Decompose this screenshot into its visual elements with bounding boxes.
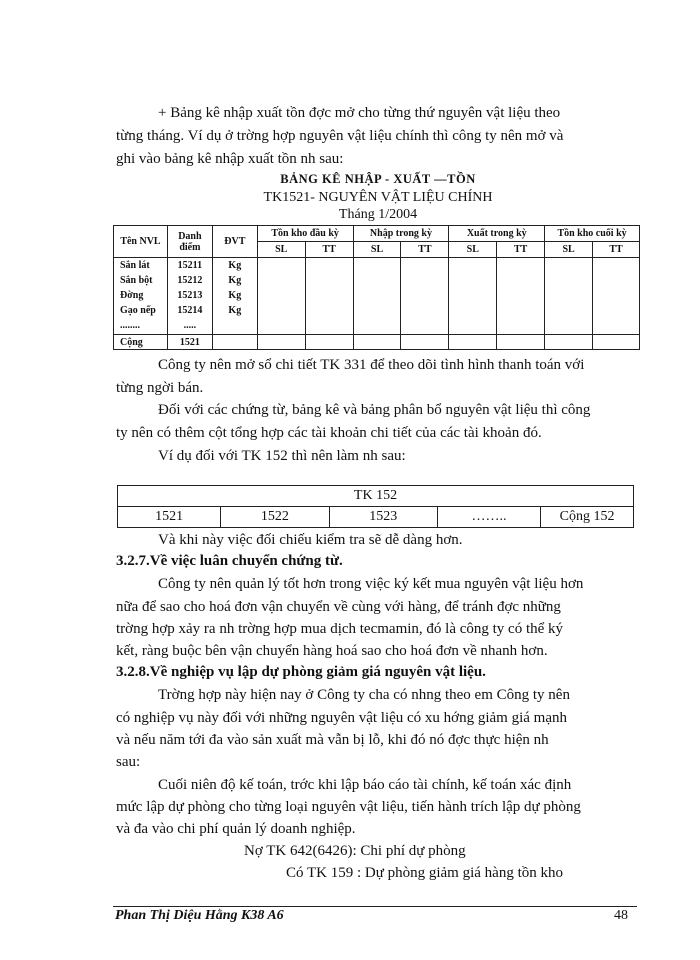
paragraph-line: sau: [116,754,141,770]
material-code: ..... [183,320,197,331]
material-code: 15212 [177,275,203,286]
tk152-cell: Cộng 152 [541,507,634,528]
empty-cell [353,258,401,335]
paragraph-line: có nghiệp vụ này đối với những nguyên vật liệu có xu hớng giảm giá mạnh [116,710,567,726]
total-code: 1521 [167,335,212,350]
header-sl: SL [257,242,305,258]
paragraph-line: Công ty nên mở sổ chi tiết TK 331 để theo dõi tình hình thanh toán với [158,357,585,373]
section-heading: 3.2.7.Về việc luân chuyển chứng từ. [116,553,343,569]
empty-cell [305,258,353,335]
header-ten: Tên NVL [114,226,168,258]
header-tt: TT [497,242,545,258]
journal-entry-credit: Có TK 159 : Dự phòng giảm giá hàng tồn kho [286,865,564,881]
empty-cell [449,335,497,350]
header-danh-diem: Danh điểm [167,226,212,258]
paragraph-line: kết, ràng buộc bên vận chuyển hàng hoá sao cho hoá đơn về nhanh hơn. [116,643,548,659]
paragraph-line: và đa vào chi phí quản lý doanh nghiệp. [116,821,356,837]
header-nhap: Nhập trong kỳ [353,226,449,242]
tk152-cell: 1522 [221,507,329,528]
paragraph-line: Cuối niên độ kế toán, trớc khi lập báo cáo tài chính, kế toán xác định [158,777,572,793]
header-tt: TT [401,242,449,258]
material-code: 15211 [177,260,203,271]
material-name: Sắn lát [120,260,150,271]
total-label: Cộng [114,335,168,350]
paragraph-line: ghi vào bảng kê nhập xuất tồn nh sau: [116,151,344,167]
paragraph-line: mức lập dự phòng cho từng loại nguyên vật liệu, tiến hành trích lập dự phòng [116,799,581,815]
paragraph-line: nữa để sao cho hoá đơn vận chuyển về cùng với hàng, để tránh đợc những [116,599,561,615]
paragraph-line: + Bảng kê nhập xuất tồn đợc mở cho từng thứ nguyên vật liệu theo [158,105,561,121]
material-names-cell [114,258,168,335]
header-tt: TT [593,242,640,258]
header-sl: SL [449,242,497,258]
empty-cell [497,258,545,335]
paragraph-line: Trờng hợp này hiện nay ở Công ty cha có nhng theo em Công ty nên [158,687,570,703]
journal-entry-debit: Nợ TK 642(6426): Chi phí dự phòng [244,843,466,859]
page-number: 48 [614,908,628,923]
paragraph-line: và nếu năm tới đa vào sản xuất mà vẫn bị lỗ, khi đó nó đợc thực hiện nh [116,732,549,748]
tk152-table [117,485,634,528]
table-month: Tháng 1/2004 [338,207,418,222]
empty-cell [212,335,257,350]
material-unit: Kg [228,260,242,271]
empty-cell [593,258,640,335]
paragraph-line: ty nên có thêm cột tổng hợp các tài khoản chi tiết của các tài khoản đó. [116,425,542,441]
empty-cell [545,258,593,335]
material-unit [213,318,257,333]
material-codes-cell [167,258,212,335]
tk152-header: TK 152 [118,486,634,507]
empty-cell [305,335,353,350]
paragraph-line: Và khi này việc đối chiếu kiểm tra sẽ dễ dàng hơn. [158,532,463,548]
paragraph-line: từng tháng. Ví dụ ở trờng hợp nguyên vật liệu chính thì công ty nên mở và [116,128,564,144]
paragraph-line: từng ngời bán. [116,380,204,396]
paragraph-line: Ví dụ đối với TK 152 thì nên làm nh sau: [158,448,406,464]
header-ton-cuoi: Tồn kho cuối kỳ [545,226,640,242]
empty-cell [593,335,640,350]
material-name: Sắn bột [120,275,153,286]
material-code: 15214 [177,305,203,316]
paragraph-line: Đối với các chứng từ, bảng kê và bảng phân bổ nguyên vật liệu thì công [158,402,591,418]
material-name: ........ [120,320,140,331]
material-units-cell [212,258,257,335]
section-heading: 3.2.8.Về nghiệp vụ lập dự phòng giảm giá nguyên vật liệu. [116,664,486,680]
empty-cell [401,258,449,335]
footer-divider [113,906,637,907]
inventory-table [113,225,640,350]
header-xuat: Xuất trong kỳ [449,226,545,242]
header-dvt: ĐVT [212,226,257,258]
empty-cell [449,258,497,335]
material-unit: Kg [228,275,242,286]
material-unit: Kg [228,290,242,301]
material-unit: Kg [228,305,242,316]
tk152-cell: 1523 [329,507,437,528]
table-subtitle: TK1521- NGUYÊN VẬT LIỆU CHÍNH [263,190,493,205]
empty-cell [497,335,545,350]
table-title: BẢNG KÊ NHẬP - XUẤT —TỒN [280,172,476,186]
header-tt: TT [305,242,353,258]
tk152-cell: …….. [437,507,540,528]
material-name: Đờng [120,290,144,301]
material-name: Gạo nếp [120,305,156,316]
empty-cell [257,258,305,335]
header-ton-dau: Tồn kho đầu kỳ [257,226,353,242]
paragraph-line: Công ty nên quản lý tốt hơn trong việc ký kết mua nguyên vật liệu hơn [158,576,584,592]
header-sl: SL [353,242,401,258]
empty-cell [401,335,449,350]
empty-cell [257,335,305,350]
empty-cell [545,335,593,350]
footer-author: Phan Thị Diệu Hằng K38 A6 [115,908,284,923]
header-sl: SL [545,242,593,258]
paragraph-line: trờng hợp xảy ra nh trờng hợp mua dịch tecmamin, đó là công ty có thể ký [116,621,564,637]
tk152-cell: 1521 [118,507,221,528]
material-code: 15213 [177,290,203,301]
empty-cell [353,335,401,350]
